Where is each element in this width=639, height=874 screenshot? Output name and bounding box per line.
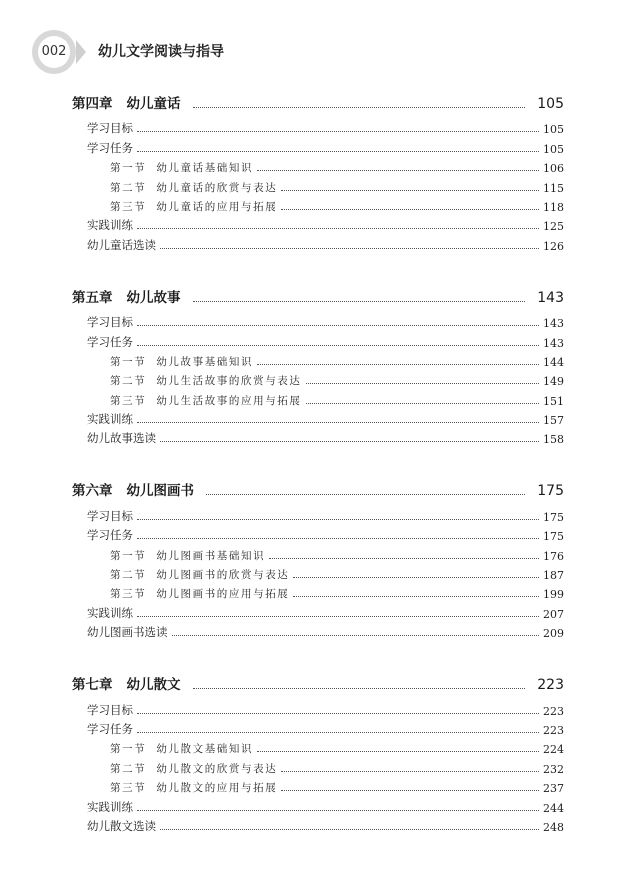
- dot-leader: [293, 595, 539, 597]
- chapter-name: 幼儿散文: [126, 677, 181, 694]
- chapter-block: [72, 671, 564, 834]
- section-name: 幼儿生活故事的欣赏与表达: [156, 375, 302, 388]
- dot-leader: [257, 750, 539, 752]
- entry-page-number: 143: [543, 336, 564, 350]
- section-entry[interactable]: [72, 756, 564, 775]
- entry-title: 学习任务: [87, 528, 133, 543]
- dot-leader: [206, 493, 525, 495]
- section-name: 幼儿图画书的应用与拓展: [156, 588, 290, 601]
- section-page-number: 149: [543, 375, 564, 389]
- section-entry[interactable]: [72, 737, 564, 756]
- chapter-number: 第五章: [72, 289, 113, 306]
- section-title: [110, 393, 302, 408]
- dot-leader: [137, 809, 539, 811]
- page-header: [32, 30, 332, 74]
- chapter-title: [72, 673, 181, 693]
- section-page-number: 115: [543, 181, 564, 195]
- toc-entry[interactable]: [72, 214, 564, 233]
- entry-page-number: 105: [543, 123, 564, 137]
- section-number: 第一节: [110, 549, 147, 562]
- entry-page-number: 223: [543, 704, 564, 718]
- dot-leader: [137, 518, 539, 520]
- chapter-block: [72, 284, 564, 447]
- dot-leader: [137, 130, 539, 132]
- dot-leader: [160, 828, 539, 830]
- section-title: [110, 741, 253, 756]
- section-title: [110, 548, 265, 563]
- book-title: 幼儿文学阅读与指导: [98, 44, 224, 60]
- chapter-title: [72, 286, 181, 306]
- entry-title: 实践训练: [87, 605, 133, 620]
- entry-title: 学习任务: [87, 334, 133, 349]
- section-name: 幼儿故事基础知识: [156, 355, 254, 368]
- entry-title: 实践训练: [87, 799, 133, 814]
- section-number: 第三节: [110, 200, 147, 213]
- dot-leader: [257, 169, 539, 171]
- chapter-heading[interactable]: [72, 477, 564, 499]
- dot-leader: [193, 687, 526, 689]
- section-name: 幼儿图画书的欣赏与表达: [156, 569, 290, 582]
- section-number: 第二节: [110, 762, 147, 775]
- section-page-number: 224: [543, 743, 564, 757]
- toc-entry[interactable]: [72, 117, 564, 136]
- section-name: 幼儿散文的欣赏与表达: [156, 762, 278, 775]
- entry-page-number: 126: [543, 239, 564, 253]
- dot-leader: [193, 300, 526, 302]
- section-entry[interactable]: [72, 388, 564, 407]
- section-page-number: 237: [543, 782, 564, 796]
- entry-title: 学习任务: [87, 140, 133, 155]
- entry-page-number: 244: [543, 801, 564, 815]
- dot-leader: [269, 557, 539, 559]
- chapter-number: 第六章: [72, 483, 113, 500]
- section-entry[interactable]: [72, 369, 564, 388]
- chapter-heading[interactable]: [72, 671, 564, 693]
- section-entry[interactable]: [72, 195, 564, 214]
- dot-leader: [137, 731, 539, 733]
- section-page-number: 199: [543, 588, 564, 602]
- section-entry[interactable]: [72, 350, 564, 369]
- section-name: 幼儿童话的应用与拓展: [156, 200, 278, 213]
- section-name: 幼儿生活故事的应用与拓展: [156, 394, 302, 407]
- section-title: [110, 160, 253, 175]
- toc-entry[interactable]: [72, 408, 564, 427]
- section-page-number: 106: [543, 162, 564, 176]
- dot-leader: [137, 324, 539, 326]
- chapter-page-number: 175: [537, 483, 564, 500]
- section-number: 第二节: [110, 181, 147, 194]
- section-number: 第一节: [110, 355, 147, 368]
- dot-leader: [306, 402, 539, 404]
- chapter-page-number: 223: [537, 677, 564, 694]
- section-title: [110, 780, 277, 795]
- dot-leader: [137, 421, 539, 423]
- entry-title: 幼儿图画书选读: [87, 625, 168, 640]
- entry-page-number: 175: [543, 510, 564, 524]
- dot-leader: [172, 634, 540, 636]
- dot-leader: [293, 576, 539, 578]
- section-entry[interactable]: [72, 776, 564, 795]
- page-number: 002: [41, 44, 67, 59]
- section-title: [110, 567, 289, 582]
- toc-entry[interactable]: [72, 504, 564, 523]
- toc-entry[interactable]: [72, 524, 564, 543]
- dot-leader: [281, 770, 539, 772]
- section-name: 幼儿童话基础知识: [156, 162, 254, 175]
- chapter-title: [72, 92, 181, 112]
- chapter-page-number: 105: [537, 96, 564, 112]
- chapter-name: 幼儿图画书: [126, 483, 194, 500]
- section-entry[interactable]: [72, 543, 564, 562]
- chapter-number: 第七章: [72, 677, 113, 694]
- dot-leader: [137, 344, 539, 346]
- section-title: [110, 180, 277, 195]
- section-name: 幼儿散文的应用与拓展: [156, 782, 278, 795]
- toc-entry[interactable]: [72, 330, 564, 349]
- section-title: [110, 354, 253, 369]
- section-page-number: 144: [543, 355, 564, 369]
- section-entry[interactable]: [72, 156, 564, 175]
- entry-title: 学习目标: [87, 508, 133, 523]
- dot-leader: [257, 363, 539, 365]
- entry-page-number: 209: [543, 627, 564, 641]
- chapter-title: [72, 479, 194, 499]
- toc-entry[interactable]: [72, 698, 564, 717]
- entry-page-number: 223: [543, 723, 564, 737]
- section-number: 第二节: [110, 569, 147, 582]
- entry-title: 实践训练: [87, 218, 133, 233]
- section-name: 幼儿童话的欣赏与表达: [156, 181, 278, 194]
- section-page-number: 232: [543, 762, 564, 776]
- entry-title: 实践训练: [87, 412, 133, 427]
- chapter-heading[interactable]: [72, 284, 564, 306]
- dot-leader: [281, 789, 539, 791]
- entry-page-number: 157: [543, 414, 564, 428]
- entry-title: 学习目标: [87, 315, 133, 330]
- dot-leader: [306, 382, 539, 384]
- section-entry[interactable]: [72, 582, 564, 601]
- entry-page-number: 125: [543, 220, 564, 234]
- entry-page-number: 158: [543, 433, 564, 447]
- toc-entry[interactable]: [72, 311, 564, 330]
- section-title: [110, 199, 277, 214]
- dot-leader: [193, 106, 526, 108]
- entry-title: 幼儿散文选读: [87, 818, 156, 833]
- entry-page-number: 248: [543, 820, 564, 834]
- entry-page-number: 143: [543, 317, 564, 331]
- dot-leader: [160, 247, 539, 249]
- chapter-name: 幼儿故事: [126, 289, 181, 306]
- chapter-name: 幼儿童话: [126, 96, 181, 112]
- section-number: 第二节: [110, 375, 147, 388]
- dot-leader: [137, 712, 539, 714]
- section-title: [110, 586, 289, 601]
- table-of-contents: [72, 90, 564, 865]
- dot-leader: [137, 227, 539, 229]
- toc-entry[interactable]: [72, 795, 564, 814]
- section-page-number: 151: [543, 394, 564, 408]
- entry-page-number: 207: [543, 607, 564, 621]
- dot-leader: [137, 615, 539, 617]
- entry-page-number: 175: [543, 530, 564, 544]
- section-number: 第三节: [110, 588, 147, 601]
- dot-leader: [160, 440, 539, 442]
- chapter-block: [72, 477, 564, 640]
- section-number: 第三节: [110, 782, 147, 795]
- section-page-number: 187: [543, 569, 564, 583]
- chapter-heading[interactable]: [72, 90, 564, 112]
- dot-leader: [281, 189, 539, 191]
- toc-entry[interactable]: [72, 718, 564, 737]
- chapter-block: [72, 90, 564, 253]
- entry-page-number: 105: [543, 142, 564, 156]
- toc-entry[interactable]: [72, 621, 564, 640]
- entry-title: 学习目标: [87, 121, 133, 136]
- section-entry[interactable]: [72, 563, 564, 582]
- section-number: 第三节: [110, 394, 147, 407]
- section-page-number: 118: [543, 200, 564, 214]
- toc-entry[interactable]: [72, 136, 564, 155]
- chevron-right-icon: [76, 40, 86, 64]
- section-title: [110, 373, 302, 388]
- toc-entry[interactable]: [72, 427, 564, 446]
- section-page-number: 176: [543, 549, 564, 563]
- chapter-number: 第四章: [72, 96, 113, 112]
- dot-leader: [137, 150, 539, 152]
- section-entry[interactable]: [72, 175, 564, 194]
- entry-title: 学习目标: [87, 702, 133, 717]
- section-number: 第一节: [110, 162, 147, 175]
- chapter-page-number: 143: [537, 289, 564, 306]
- dot-leader: [281, 208, 539, 210]
- entry-title: 幼儿故事选读: [87, 431, 156, 446]
- toc-entry[interactable]: [72, 815, 564, 834]
- toc-entry[interactable]: [72, 233, 564, 252]
- dot-leader: [137, 537, 539, 539]
- toc-entry[interactable]: [72, 601, 564, 620]
- section-name: 幼儿散文基础知识: [156, 743, 254, 756]
- section-number: 第一节: [110, 743, 147, 756]
- entry-title: 幼儿童话选读: [87, 237, 156, 252]
- entry-title: 学习任务: [87, 721, 133, 736]
- section-title: [110, 761, 277, 776]
- section-name: 幼儿图画书基础知识: [156, 549, 266, 562]
